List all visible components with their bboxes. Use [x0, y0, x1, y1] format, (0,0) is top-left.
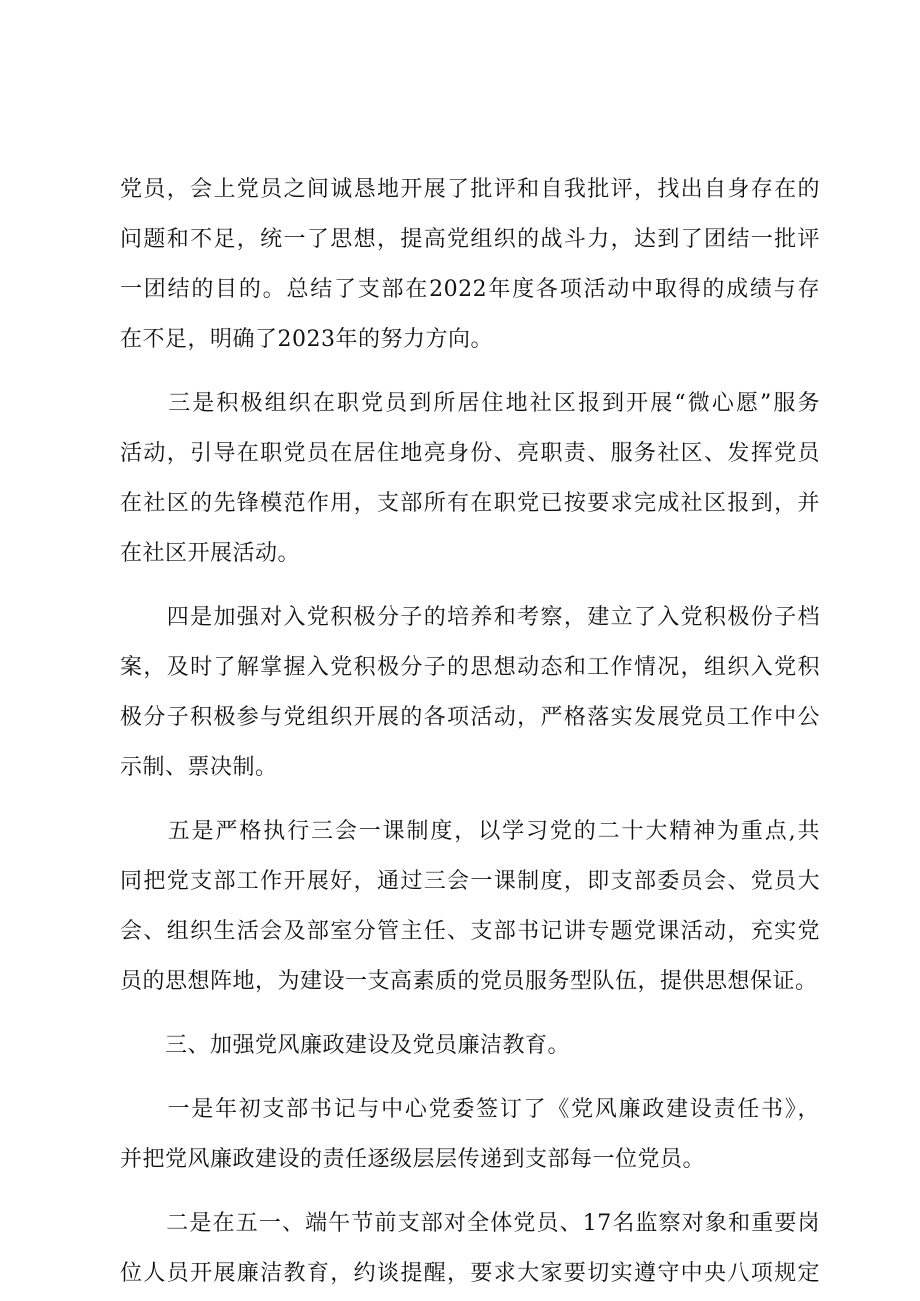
paragraph-item-four — [120, 593, 820, 793]
text-line: 员的思想阵地，为建设一支高素质的党员服务型队伍，提供思想保证。 — [120, 969, 818, 994]
text-line: 案，及时了解掌握入党积极分子的思想动态和工作情况，组织入党积 — [120, 655, 820, 680]
text-line: 活动，引导在职党员在居住地亮身份、亮职责、服务社区、发挥党员 — [120, 441, 820, 466]
document-body — [120, 165, 820, 1299]
text-line: 示制、票决制。 — [120, 755, 278, 780]
text-line: 一是年初支部书记与中心党委签订了《党风廉政建设责任书》， — [120, 1097, 820, 1122]
paragraph-item-five — [120, 807, 820, 1007]
text-line: 问题和不足，统一了思想，提高党组织的战斗力，达到了团结一批评 — [120, 227, 820, 252]
section-heading-three — [120, 1021, 820, 1071]
paragraph-item-two — [120, 1199, 820, 1299]
section-heading: 三、加强党风廉政建设及党员廉洁教育。 — [120, 1033, 571, 1058]
paragraph-item-one — [120, 1085, 820, 1185]
text-line: 党员，会上党员之间诚恳地开展了批评和自我批评，找出自身存在的 — [120, 177, 820, 202]
text-line: 在不足，明确了2023年的努力方向。 — [120, 327, 493, 352]
text-line: 三是积极组织在职党员到所居住地社区报到开展“微心愿”服务 — [120, 391, 820, 416]
text-line: 五是严格执行三会一课制度，以学习党的二十大精神为重点,共 — [120, 819, 820, 844]
text-line: 在社区的先锋模范作用，支部所有在职党已按要求完成社区报到，并 — [120, 491, 820, 516]
text-line: 一团结的目的。总结了支部在2022年度各项活动中取得的成绩与存 — [120, 277, 820, 302]
paragraph-summary — [120, 165, 820, 365]
text-line: 同把党支部工作开展好，通过三会一课制度，即支部委员会、党员大 — [120, 869, 820, 894]
text-line: 并把党风廉政建设的责任逐级层层传递到支部每一位党员。 — [120, 1147, 706, 1172]
paragraph-item-three — [120, 379, 820, 579]
text-line: 会、组织生活会及部室分管主任、支部书记讲专题党课活动，充实党 — [120, 919, 820, 944]
text-line: 位人员开展廉洁教育，约谈提醒，要求大家要切实遵守中央八项规定 — [120, 1261, 820, 1286]
text-line: 极分子积极参与党组织开展的各项活动，严格落实发展党员工作中公 — [120, 705, 820, 730]
text-line: 在社区开展活动。 — [120, 541, 301, 566]
text-line: 二是在五一、端午节前支部对全体党员、17名监察对象和重要岗 — [120, 1211, 820, 1236]
text-line: 四是加强对入党积极分子的培养和考察，建立了入党积极份子档 — [120, 605, 820, 630]
